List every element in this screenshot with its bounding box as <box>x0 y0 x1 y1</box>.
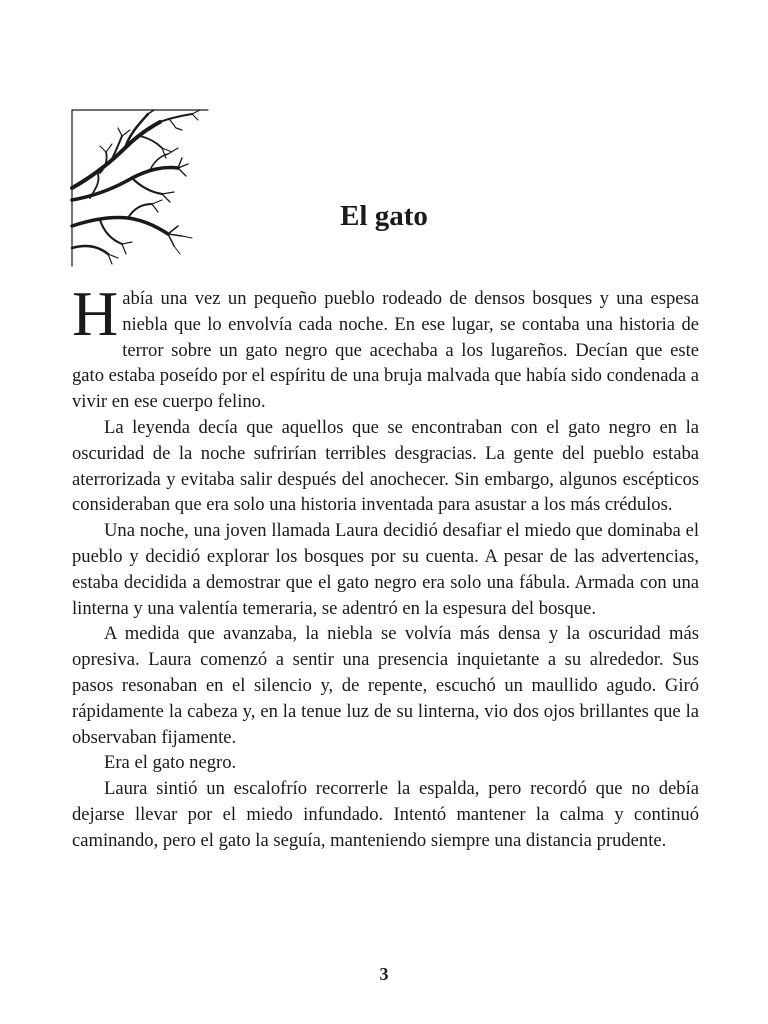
paragraph-1-text: abía una vez un pequeño pueblo rodeado de densos bosques y una espesa niebla que lo envolvía cada noche. En ese lugar, se contaba una historia de terror sobre un gato negro que acechaba a los lugareños. Decían que este gato estaba poseído por el espíritu de una bruja malvada que había sido condenada a vivir en ese cuerpo felino. <box>72 288 699 413</box>
paragraph-4: A medida que avanzaba, la niebla se volvía más densa y la oscuridad más opresiva. Laura comenzó a sentir una presencia inquietante a su alrededor. Sus pasos resonaban en el silencio y, de repente, escuchó un maullido agudo. Giró rápidamente la cabeza y, en la tenue luz de su linterna, vio dos ojos brillantes que la observaban fijamente. <box>72 623 699 748</box>
paragraph-3: Una noche, una joven llamada Laura decidió desafiar el miedo que dominaba el pueblo y decidió explorar los bosques por su cuenta. A pesar de las advertencias, estaba decidida a demostrar que el gato negro era solo una fábula. Armada con una linterna y una valentía temeraria, se adentró en la espesura del bosque. <box>72 520 699 619</box>
chapter-title: El gato <box>340 200 428 232</box>
paragraph-1 <box>72 278 699 415</box>
tree-branches-corner-icon <box>70 108 210 268</box>
paragraph-6: Laura sintió un escalofrío recorrerle la espalda, pero recordó que no debía dejarse llevar por el miedo infundado. Intentó mantener la calma y continuó caminando, pero el gato la seguía, manteniendo siempre una distancia prudente. <box>72 778 699 851</box>
drop-cap: H <box>72 278 119 349</box>
chapter-body <box>72 278 699 854</box>
page-number: 3 <box>379 964 389 984</box>
paragraph-2: La leyenda decía que aquellos que se encontraban con el gato negro en la oscuridad de la noche sufrirían terribles desgracias. La gente del pueblo estaba aterrorizada y evitaba salir después del anochecer. Sin embargo, algunos escépticos consideraban que era solo una historia inventada para asustar a los más crédulos. <box>72 416 699 516</box>
paragraph-5: Era el gato negro. <box>104 752 237 774</box>
